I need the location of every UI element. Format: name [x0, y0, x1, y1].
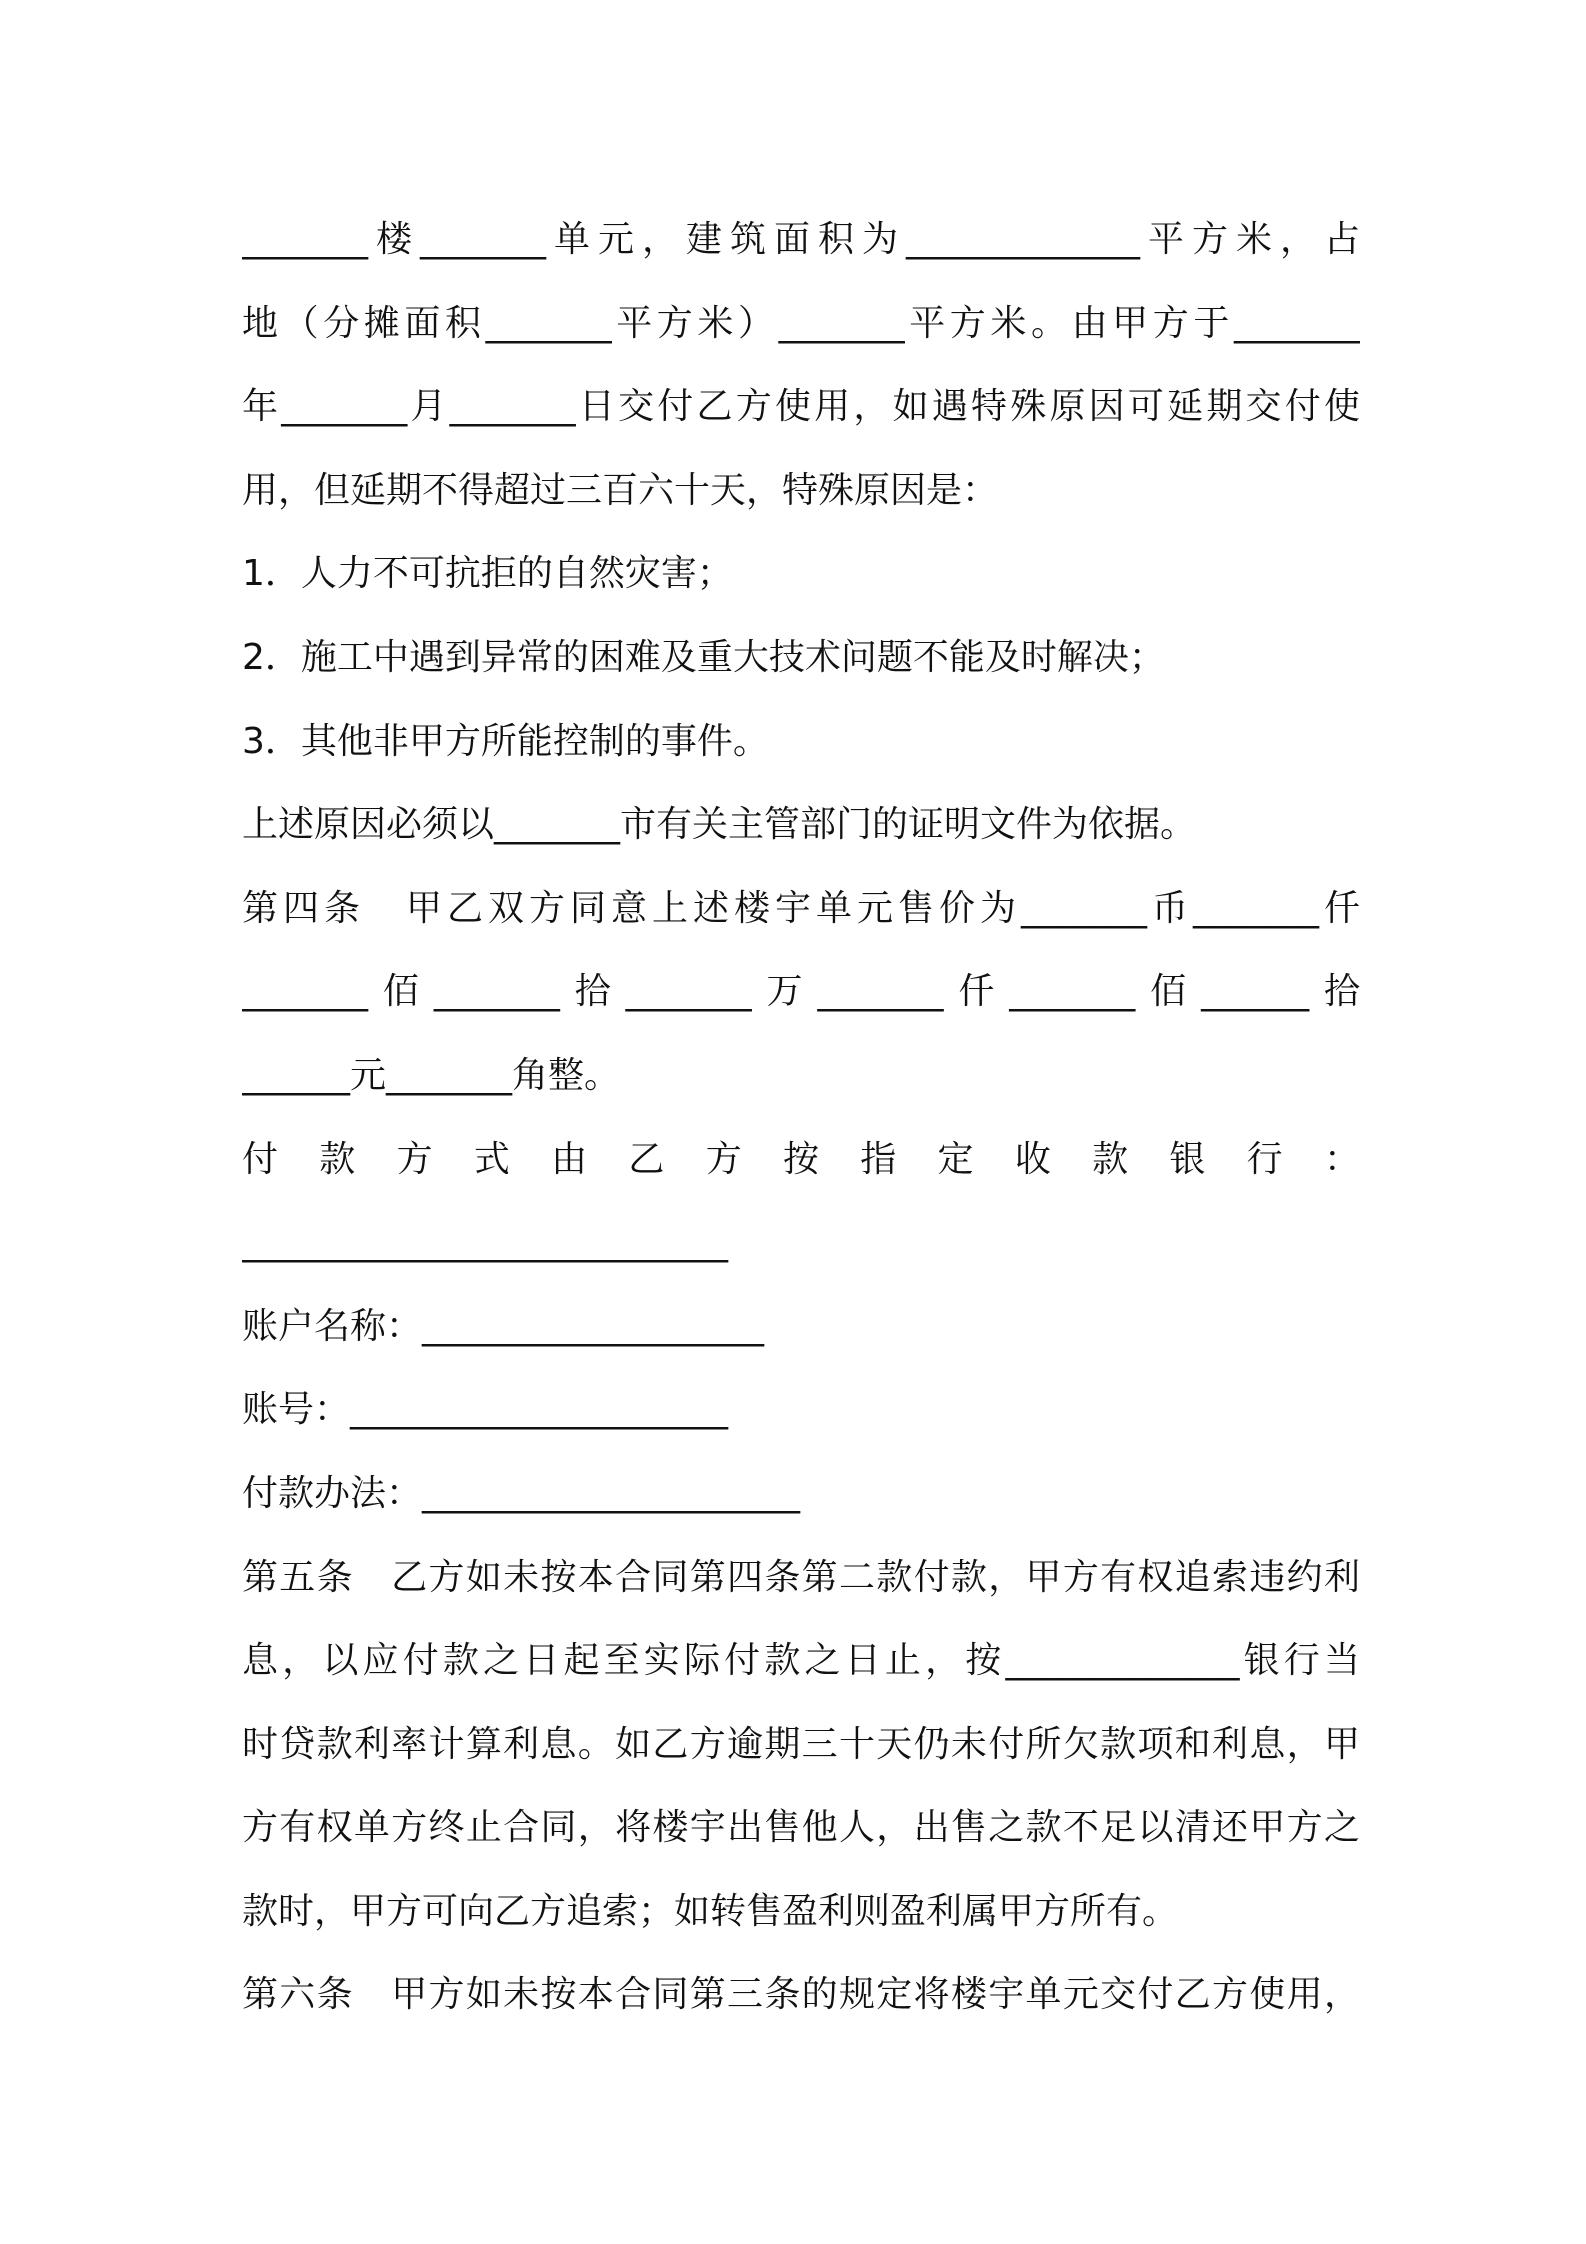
heading-char: 银 [1169, 1138, 1206, 1180]
payment-method-line: 付款办法：_____________________ [242, 1472, 801, 1514]
article-6-heading-line: 第六条 甲方如未按本合同第三条的规定将楼宇单元交付乙方使用， [242, 1974, 1360, 2016]
heading-char: 方 [705, 1138, 742, 1180]
text-line: 地（分摊面积_______平方米）_______平方米。由甲方于_______ [242, 302, 1360, 344]
heading-char: 款 [1092, 1138, 1129, 1180]
list-item-1: 1．人力不可抗拒的自然灾害； [242, 553, 733, 595]
list-item-3: 3．其他非甲方所能控制的事件。 [242, 720, 769, 762]
heading-char: 收 [1014, 1138, 1051, 1180]
article-5-line: 第五条 乙方如未按本合同第四条第二款付款，甲方有权追索违约利 [242, 1556, 1360, 1598]
article-5-line: 时贷款利率计算利息。如乙方逾期三十天仍未付所欠款项和利息，甲 [242, 1723, 1360, 1765]
article-5-line: 息，以应付款之日起至实际付款之日止，按_____________银行当 [242, 1640, 1360, 1682]
heading-char: 行 [1246, 1138, 1283, 1180]
heading-char: 付 [242, 1138, 279, 1180]
text-line: 年_______月_______日交付乙方使用，如遇特殊原因可延期交付使 [242, 386, 1360, 428]
heading-char: 款 [319, 1138, 356, 1180]
heading-char: 式 [473, 1138, 510, 1180]
text-line: _______楼_______单元，建筑面积为_____________平方米，占 [242, 219, 1360, 260]
heading-char: 乙 [628, 1138, 665, 1180]
list-item-2: 2．施工中遇到异常的困难及重大技术问题不能及时解决； [242, 636, 1165, 678]
account-number-line: 账号：_____________________ [242, 1389, 729, 1431]
price-amount-line-end: ______元_______角整。 [242, 1054, 621, 1096]
text-line: 用，但延期不得超过三百六十天，特殊原因是： [242, 469, 999, 511]
article-4-heading-line: 第四条 甲乙双方同意上述楼宇单元售价为_______币_______仟 [242, 887, 1360, 929]
heading-char: 方 [396, 1138, 433, 1180]
article-5-line: 方有权单方终止合同，将楼宇出售他人，出售之款不足以清还甲方之 [242, 1807, 1360, 1849]
heading-char: 定 [937, 1138, 974, 1180]
heading-char: 由 [551, 1138, 588, 1180]
bank-name-blank: ___________________________ [242, 1222, 728, 1264]
heading-char: ： [1323, 1138, 1360, 1180]
article-5-line-end: 款时，甲方可向乙方追索；如转售盈利则盈利属甲方所有。 [242, 1890, 1179, 1932]
heading-char: 按 [782, 1138, 819, 1180]
text-line: 上述原因必须以_______市有关主管部门的证明文件为依据。 [242, 804, 1197, 846]
account-name-line: 账户名称：___________________ [242, 1305, 765, 1347]
price-amount-line: _______佰_______拾_______万_______仟_______佰______拾 [242, 971, 1360, 1013]
payment-method-heading [242, 1118, 1360, 1202]
heading-char: 指 [860, 1138, 897, 1180]
document-body [242, 198, 1360, 2037]
